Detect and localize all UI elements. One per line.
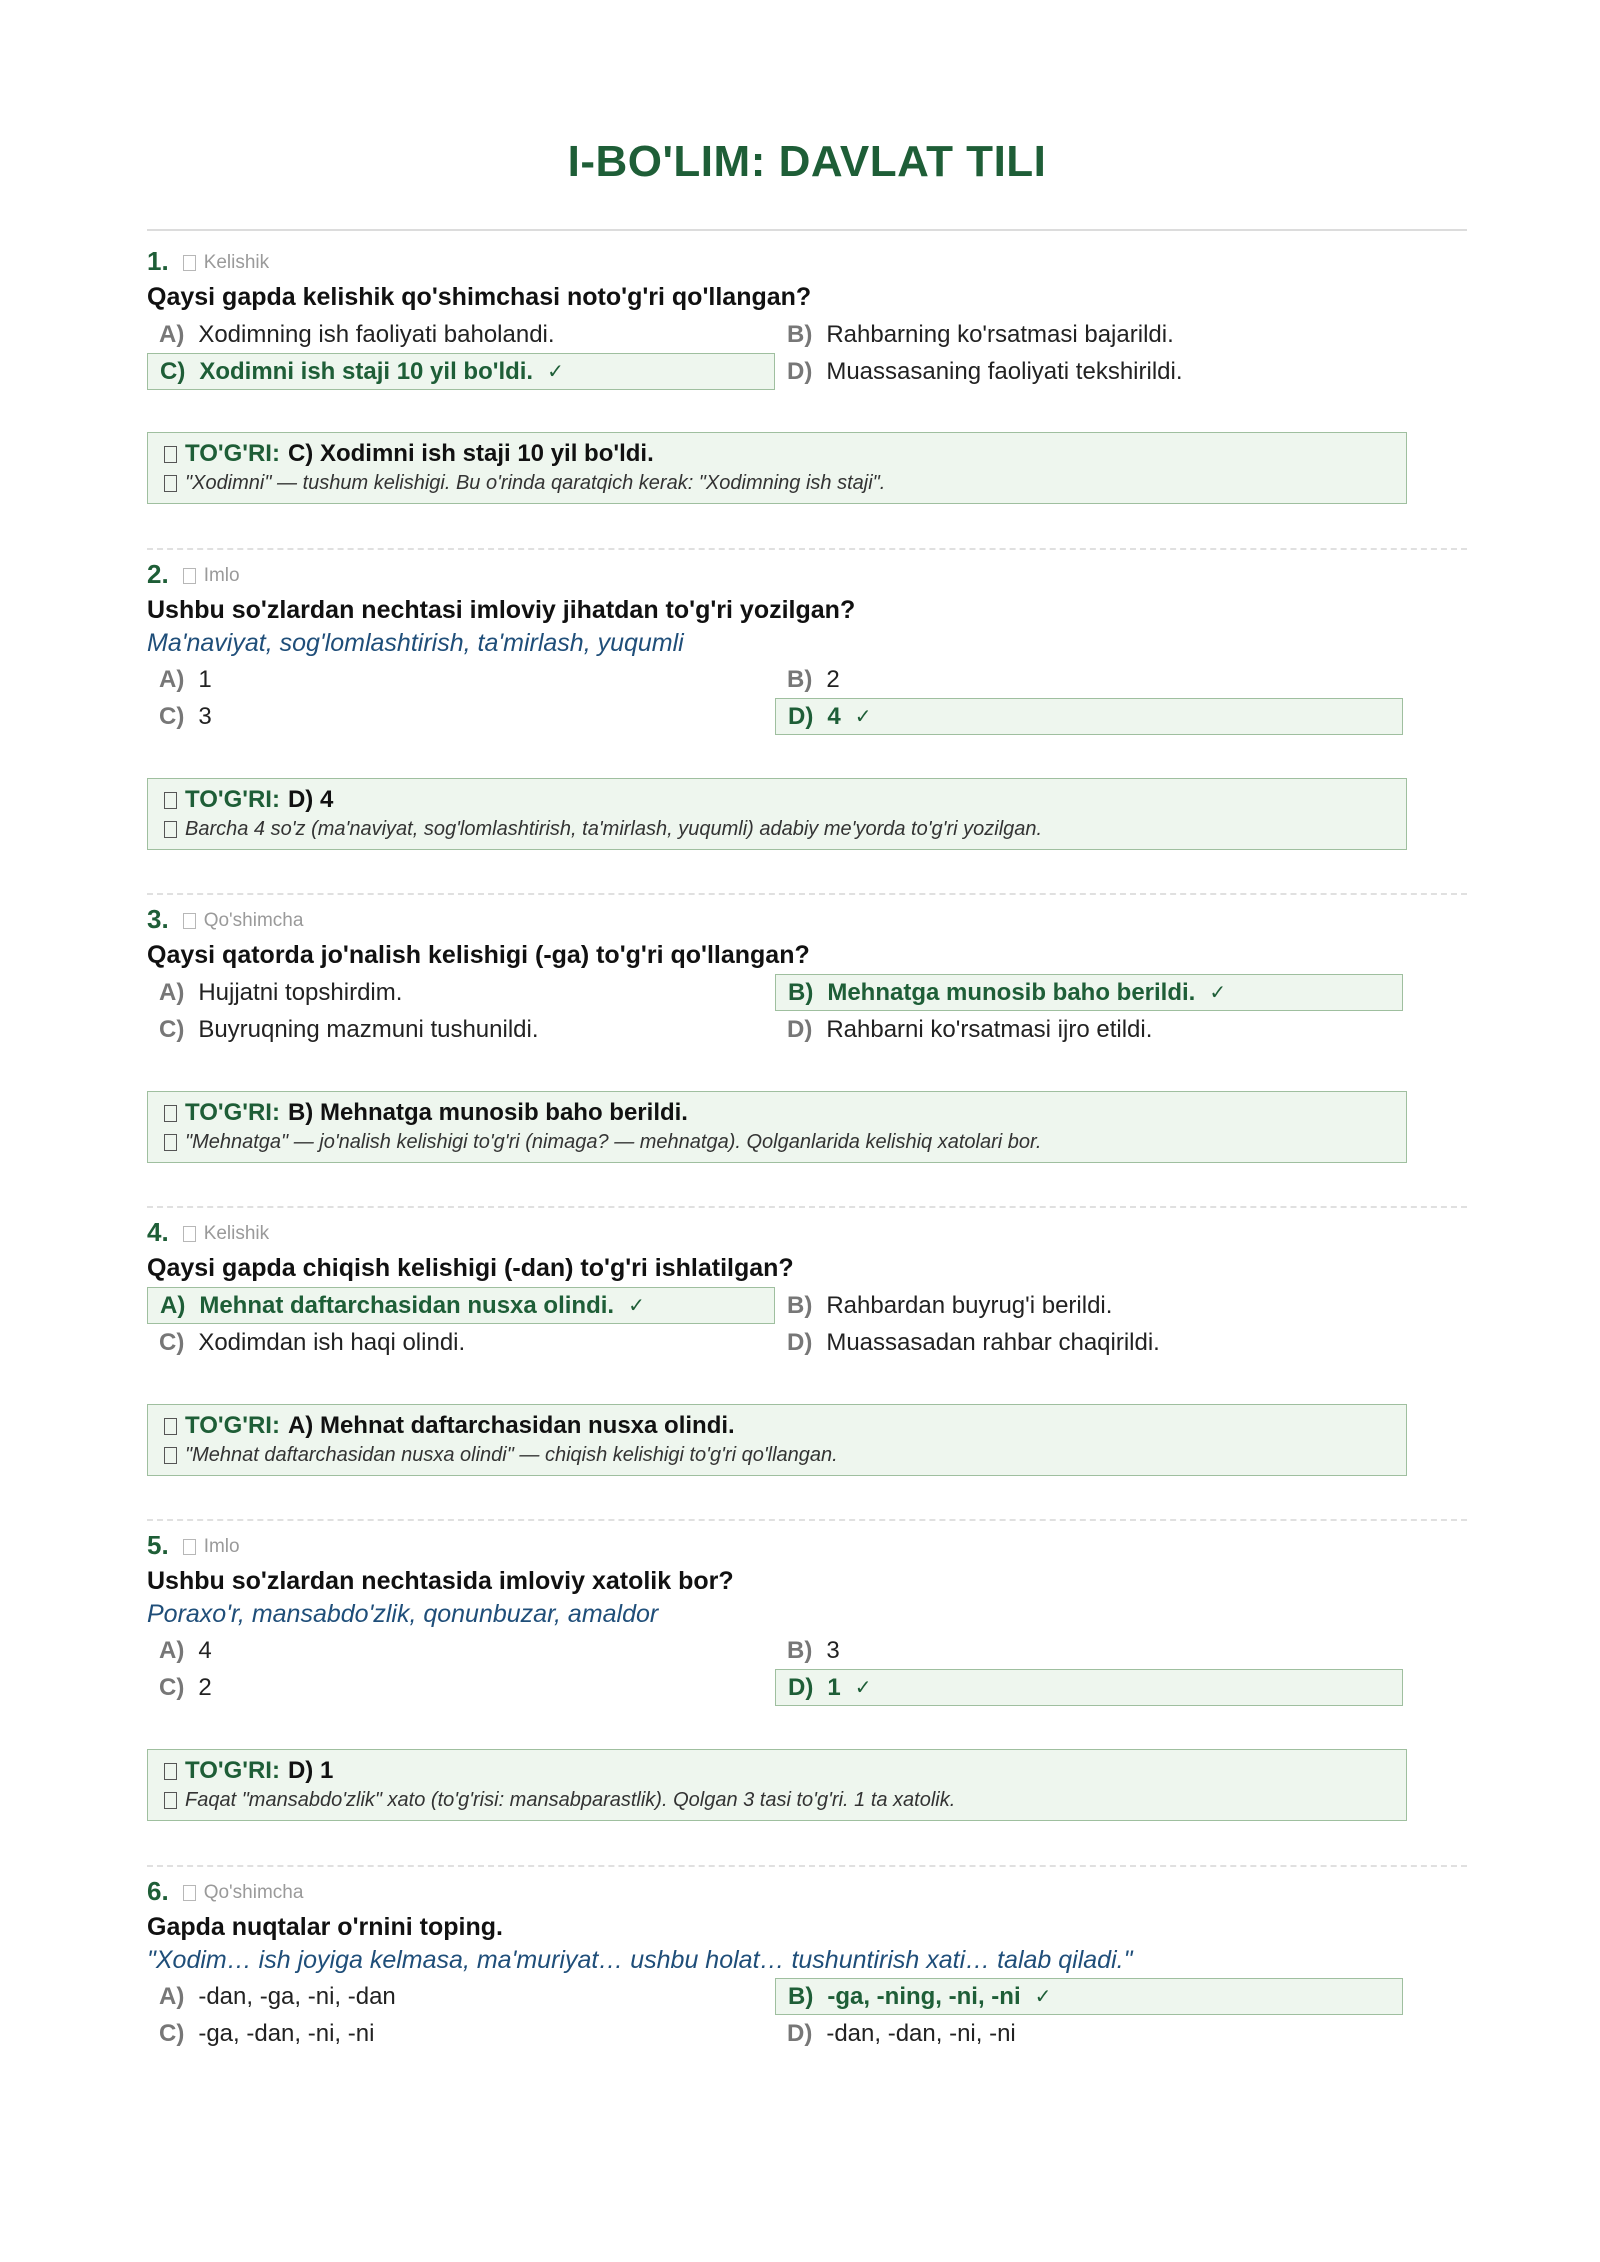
option-d[interactable]: D) 4 ✓ bbox=[775, 698, 1403, 735]
tag-icon bbox=[183, 1885, 196, 1901]
question-number: 6. bbox=[147, 1876, 169, 1906]
question-text: Gapda nuqtalar o'rnini toping. bbox=[147, 1913, 503, 1941]
question-text: Qaysi qatorda jo'nalish kelishigi (-ga) to'g'ri qo'llangan? bbox=[147, 941, 810, 969]
explanation: Barcha 4 so'z (ma'naviyat, sog'lomlashtirish, ta'mirlash, yuqumli) adabiy me'yorda to'g'ri yozilgan. bbox=[185, 818, 1043, 840]
option-b[interactable]: B) 2 bbox=[787, 665, 840, 693]
answer-box: TO'G'RI: C) Xodimni ish staji 10 yil bo'ldi. "Xodimni" — tushum kelishigi. Bu o'rinda qaratqich kerak: "Xodimning ish staji". bbox=[147, 432, 1407, 504]
option-a[interactable]: A) -dan, -ga, -ni, -dan bbox=[159, 1982, 396, 2010]
question-divider bbox=[147, 1519, 1467, 1521]
tag-icon bbox=[183, 568, 196, 584]
correct-answer: D) 1 bbox=[287, 1757, 334, 1784]
option-d[interactable]: D) Rahbarni ko'rsatmasi ijro etildi. bbox=[787, 1015, 1153, 1043]
option-c[interactable]: C) Buyruqning mazmuni tushunildi. bbox=[159, 1015, 539, 1043]
test-page bbox=[147, 0, 1467, 2047]
answer-box: TO'G'RI: D) 4 Barcha 4 so'z (ma'naviyat, sog'lomlashtirish, ta'mirlash, yuqumli) adabiy me'yorda to'g'ri yozilgan. bbox=[147, 778, 1407, 850]
question-4 bbox=[147, 1215, 1467, 1361]
correct-icon bbox=[164, 1418, 177, 1435]
correct-icon bbox=[164, 792, 177, 809]
options-grid bbox=[147, 1978, 1467, 2052]
options-grid bbox=[147, 974, 1467, 1048]
answer-box: TO'G'RI: D) 1 Faqat "mansabdo'zlik" xato (to'g'risi: mansabparastlik). Qolgan 3 tasi to'g'ri. 1 ta xatolik. bbox=[147, 1749, 1407, 1821]
info-icon bbox=[164, 1792, 177, 1809]
check-icon: ✓ bbox=[628, 1295, 645, 1317]
option-b[interactable]: B) -ga, -ning, -ni, -ni ✓ bbox=[775, 1978, 1403, 2015]
check-icon: ✓ bbox=[854, 1677, 872, 1699]
options-grid bbox=[147, 1632, 1467, 1706]
question-sentence: "Xodim… ish joyiga kelmasa, ma'muriyat… ushbu holat… tushuntirish xati… talab qiladi." bbox=[147, 1946, 1133, 1974]
question-tag: Kelishik bbox=[183, 250, 269, 276]
question-words: Ma'naviyat, sog'lomlashtirish, ta'mirlash, yuqumli bbox=[147, 629, 684, 657]
option-c[interactable]: C) Xodimdan ish haqi olindi. bbox=[159, 1328, 466, 1356]
check-icon: ✓ bbox=[1209, 982, 1227, 1004]
explanation: "Mehnatga" — jo'nalish kelishigi to'g'ri (nimaga? — mehnatga). Qolganlarida kelishiq xatolari bor. bbox=[185, 1131, 1042, 1153]
option-d[interactable]: D) Muassasaning faoliyati tekshirildi. bbox=[787, 357, 1183, 385]
question-3 bbox=[147, 902, 1467, 1048]
title-divider bbox=[147, 229, 1467, 231]
correct-answer: B) Mehnatga munosib baho berildi. bbox=[287, 1099, 688, 1126]
question-text: Ushbu so'zlardan nechtasida imloviy xatolik bor? bbox=[147, 1567, 734, 1595]
answer-box: TO'G'RI: B) Mehnatga munosib baho berildi. "Mehnatga" — jo'nalish kelishigi to'g'ri (nimaga? — mehnatga). Qolganlarida kelishiq xatolari bor. bbox=[147, 1091, 1407, 1163]
option-b[interactable]: B) Mehnatga munosib baho berildi. ✓ bbox=[775, 974, 1403, 1011]
tag-icon bbox=[183, 255, 196, 271]
question-number: 4. bbox=[147, 1217, 169, 1247]
question-text: Qaysi gapda chiqish kelishigi (-dan) to'g'ri ishlatilgan? bbox=[147, 1254, 794, 1282]
correct-answer: A) Mehnat daftarchasidan nusxa olindi. bbox=[287, 1412, 735, 1439]
tag-icon bbox=[183, 913, 196, 929]
option-a[interactable]: A) Mehnat daftarchasidan nusxa olindi. ✓ bbox=[147, 1287, 775, 1324]
question-tag: Qo'shimcha bbox=[183, 908, 304, 934]
tag-icon bbox=[183, 1539, 196, 1555]
explanation: Faqat "mansabdo'zlik" xato (to'g'risi: mansabparastlik). Qolgan 3 tasi to'g'ri. 1 ta xatolik. bbox=[185, 1789, 956, 1811]
question-6 bbox=[147, 1874, 1467, 2052]
question-divider bbox=[147, 548, 1467, 550]
explanation: "Mehnat daftarchasidan nusxa olindi" — chiqish kelishigi to'g'ri qo'llangan. bbox=[185, 1444, 838, 1466]
question-tag: Qo'shimcha bbox=[183, 1880, 304, 1906]
question-text: Qaysi gapda kelishik qo'shimchasi noto'g'ri qo'llangan? bbox=[147, 283, 812, 311]
option-c[interactable]: C) 3 bbox=[159, 702, 212, 730]
info-icon bbox=[164, 821, 177, 838]
check-icon: ✓ bbox=[1034, 1986, 1052, 2008]
option-a[interactable]: A) Hujjatni topshirdim. bbox=[159, 978, 403, 1006]
options-grid bbox=[147, 316, 1467, 390]
option-c[interactable]: C) Xodimni ish staji 10 yil bo'ldi. ✓ bbox=[147, 353, 775, 390]
question-2 bbox=[147, 557, 1467, 735]
options-grid bbox=[147, 661, 1467, 735]
question-tag: Kelishik bbox=[183, 1221, 269, 1247]
question-tag: Imlo bbox=[183, 1534, 240, 1560]
option-b[interactable]: B) Rahbardan buyrug'i berildi. bbox=[787, 1291, 1113, 1319]
answer-box: TO'G'RI: A) Mehnat daftarchasidan nusxa olindi. "Mehnat daftarchasidan nusxa olindi" — chiqish kelishigi to'g'ri qo'llangan. bbox=[147, 1404, 1407, 1476]
question-divider bbox=[147, 1206, 1467, 1208]
correct-icon bbox=[164, 1105, 177, 1122]
option-a[interactable]: A) 1 bbox=[159, 665, 212, 693]
option-a[interactable]: A) Xodimning ish faoliyati baholandi. bbox=[159, 320, 555, 348]
explanation: "Xodimni" — tushum kelishigi. Bu o'rinda qaratqich kerak: "Xodimning ish staji". bbox=[185, 472, 886, 494]
correct-icon bbox=[164, 1763, 177, 1780]
option-d[interactable]: D) Muassasadan rahbar chaqirildi. bbox=[787, 1328, 1160, 1356]
info-icon bbox=[164, 475, 177, 492]
correct-answer: C) Xodimni ish staji 10 yil bo'ldi. bbox=[287, 440, 654, 467]
option-c[interactable]: C) 2 bbox=[159, 1673, 212, 1701]
question-text: Ushbu so'zlardan nechtasi imloviy jihatdan to'g'ri yozilgan? bbox=[147, 596, 856, 624]
question-number: 1. bbox=[147, 246, 169, 276]
question-tag: Imlo bbox=[183, 563, 240, 589]
check-icon: ✓ bbox=[854, 706, 872, 728]
question-number: 5. bbox=[147, 1530, 169, 1560]
option-d[interactable]: D) 1 ✓ bbox=[775, 1669, 1403, 1706]
page-title: I-BO'LIM: DAVLAT TILI bbox=[567, 137, 1047, 186]
question-divider bbox=[147, 1865, 1467, 1867]
option-a[interactable]: A) 4 bbox=[159, 1636, 212, 1664]
question-divider bbox=[147, 893, 1467, 895]
option-c[interactable]: C) -ga, -dan, -ni, -ni bbox=[159, 2019, 375, 2047]
question-1 bbox=[147, 244, 1467, 390]
correct-icon bbox=[164, 446, 177, 463]
option-d[interactable]: D) -dan, -dan, -ni, -ni bbox=[787, 2019, 1016, 2047]
option-b[interactable]: B) Rahbarning ko'rsatmasi bajarildi. bbox=[787, 320, 1174, 348]
correct-answer: D) 4 bbox=[287, 786, 334, 813]
question-number: 2. bbox=[147, 559, 169, 589]
info-icon bbox=[164, 1447, 177, 1464]
options-grid bbox=[147, 1287, 1467, 1361]
option-b[interactable]: B) 3 bbox=[787, 1636, 840, 1664]
check-icon: ✓ bbox=[547, 361, 564, 383]
question-words: Poraxo'r, mansabdo'zlik, qonunbuzar, amaldor bbox=[147, 1600, 659, 1628]
tag-icon bbox=[183, 1226, 196, 1242]
info-icon bbox=[164, 1134, 177, 1151]
question-5 bbox=[147, 1528, 1467, 1706]
question-number: 3. bbox=[147, 904, 169, 934]
